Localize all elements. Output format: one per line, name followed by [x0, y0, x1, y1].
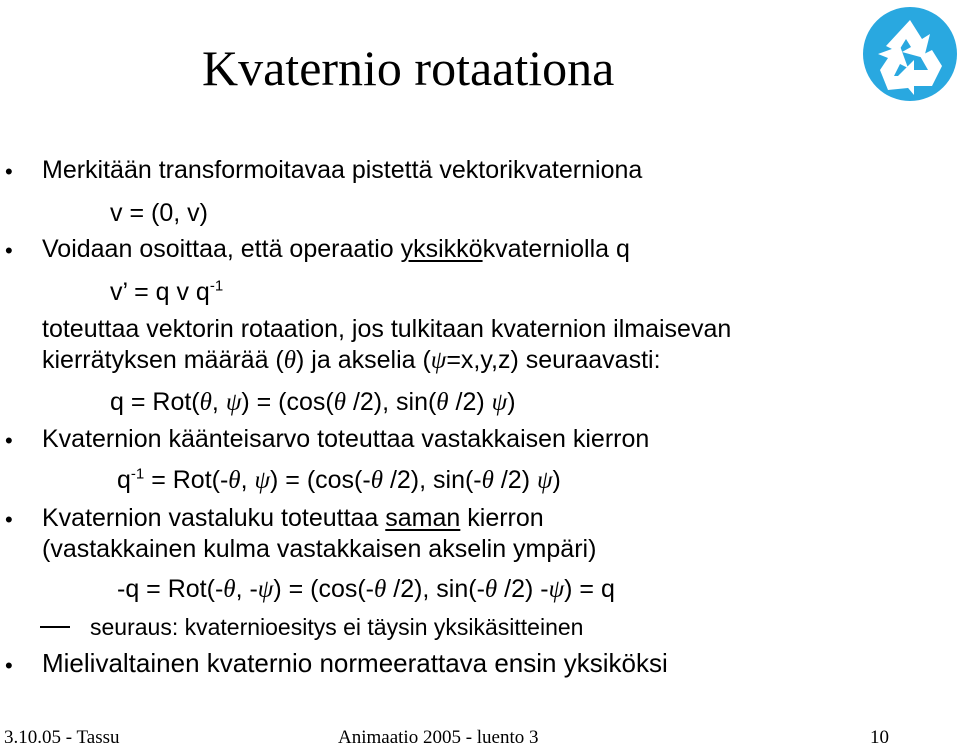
text-line	[42, 345, 661, 376]
formula-part: ,	[211, 388, 226, 416]
theta-symbol: θ	[223, 576, 236, 603]
recycle-icon	[862, 6, 958, 102]
formula-part: , -	[235, 575, 258, 603]
formula-part: /2), sin(-	[383, 466, 482, 494]
formula-part: /2)	[493, 466, 537, 494]
formula-part: ) = (cos(-	[273, 575, 375, 603]
underlined-word: yksikkö	[400, 235, 483, 263]
bullet-dot: •	[5, 653, 13, 678]
theta-symbol: θ	[333, 389, 346, 416]
text-segment: =x,y,z) seuraavasti:	[446, 346, 661, 374]
psi-symbol: ψ	[254, 467, 271, 494]
formula-part: /2)	[448, 388, 492, 416]
text-segment: Voidaan osoittaa, että operaatio	[42, 235, 401, 263]
psi-symbol: ψ	[548, 576, 565, 603]
formula-part: )	[552, 466, 561, 494]
formula-part: ,	[240, 466, 255, 494]
formula-neg-q	[117, 574, 615, 605]
formula-rotation	[110, 277, 223, 307]
sub-bullet-text: seuraus: kvaternioesitys ei täysin yksikäsitteinen	[90, 614, 584, 640]
text-segment: ) ja akselia (	[296, 346, 431, 374]
formula-part: /2), sin(-	[386, 575, 485, 603]
text-segment: kvaterniolla q	[482, 235, 630, 263]
footer-course: Animaatio 2005 - luento 3	[338, 727, 539, 748]
formula-part: /2) -	[497, 575, 549, 603]
theta-symbol: θ	[370, 467, 383, 494]
formula-part: v’ = q v q	[110, 278, 210, 306]
bullet-dot: •	[5, 238, 13, 263]
formula-part: q = Rot(	[110, 388, 200, 416]
text-segment: kierrätyksen määrää (	[42, 346, 284, 374]
theta-symbol: θ	[436, 389, 449, 416]
underlined-word: saman	[385, 504, 461, 532]
bullet-dot: •	[5, 428, 13, 453]
slide-title: Kvaternio rotaationa	[202, 40, 615, 96]
formula-q-inverse	[117, 465, 561, 496]
theta-symbol: θ	[199, 389, 212, 416]
bullet-dot: •	[5, 159, 13, 184]
sub-bullet-dash	[40, 626, 70, 628]
psi-symbol: ψ	[491, 389, 508, 416]
theta-symbol: θ	[484, 576, 498, 603]
formula-part: = Rot(-	[144, 466, 229, 494]
text-line: (vastakkainen kulma vastakkaisen akselin ympäri)	[42, 535, 597, 563]
superscript: -1	[130, 465, 145, 483]
psi-symbol: ψ	[225, 389, 242, 416]
theta-symbol: θ	[228, 467, 241, 494]
psi-symbol: ψ	[536, 467, 553, 494]
footer-page-number: 10	[870, 727, 889, 748]
formula-part: )	[507, 388, 516, 416]
bullet-text	[42, 503, 544, 533]
text-segment: kierron	[460, 504, 544, 532]
formula-part: q	[117, 466, 131, 494]
bullet-text: Kvaternion käänteisarvo toteuttaa vastakkaisen kierron	[42, 425, 650, 453]
psi-symbol: ψ	[430, 347, 447, 374]
footer-date-author: 3.10.05 - Tassu	[4, 727, 120, 748]
bullet-text: Mielivaltainen kvaternio normeerattava ensin yksiköksi	[42, 648, 668, 678]
theta-symbol: θ	[481, 467, 494, 494]
text-segment: Kvaternion vastaluku toteuttaa	[42, 504, 386, 532]
formula-part: ) = q	[564, 575, 615, 603]
superscript: -1	[209, 277, 224, 295]
theta-symbol: θ	[283, 347, 297, 374]
bullet-dot: •	[5, 507, 13, 532]
theta-symbol: θ	[374, 576, 387, 603]
formula-part: ) = (cos(	[241, 388, 334, 416]
formula-part: /2), sin(	[346, 388, 437, 416]
formula-q	[110, 387, 516, 418]
formula-v: v = (0, v)	[110, 199, 208, 227]
psi-symbol: ψ	[257, 576, 274, 603]
bullet-text	[42, 234, 630, 264]
formula-part: ) = (cos(-	[270, 466, 371, 494]
formula-part: -q = Rot(-	[117, 575, 224, 603]
text-line: toteuttaa vektorin rotaation, jos tulkitaan kvaternion ilmaisevan	[42, 315, 732, 343]
bullet-text: Merkitään transformoitavaa pistettä vektorikvaterniona	[42, 156, 643, 184]
